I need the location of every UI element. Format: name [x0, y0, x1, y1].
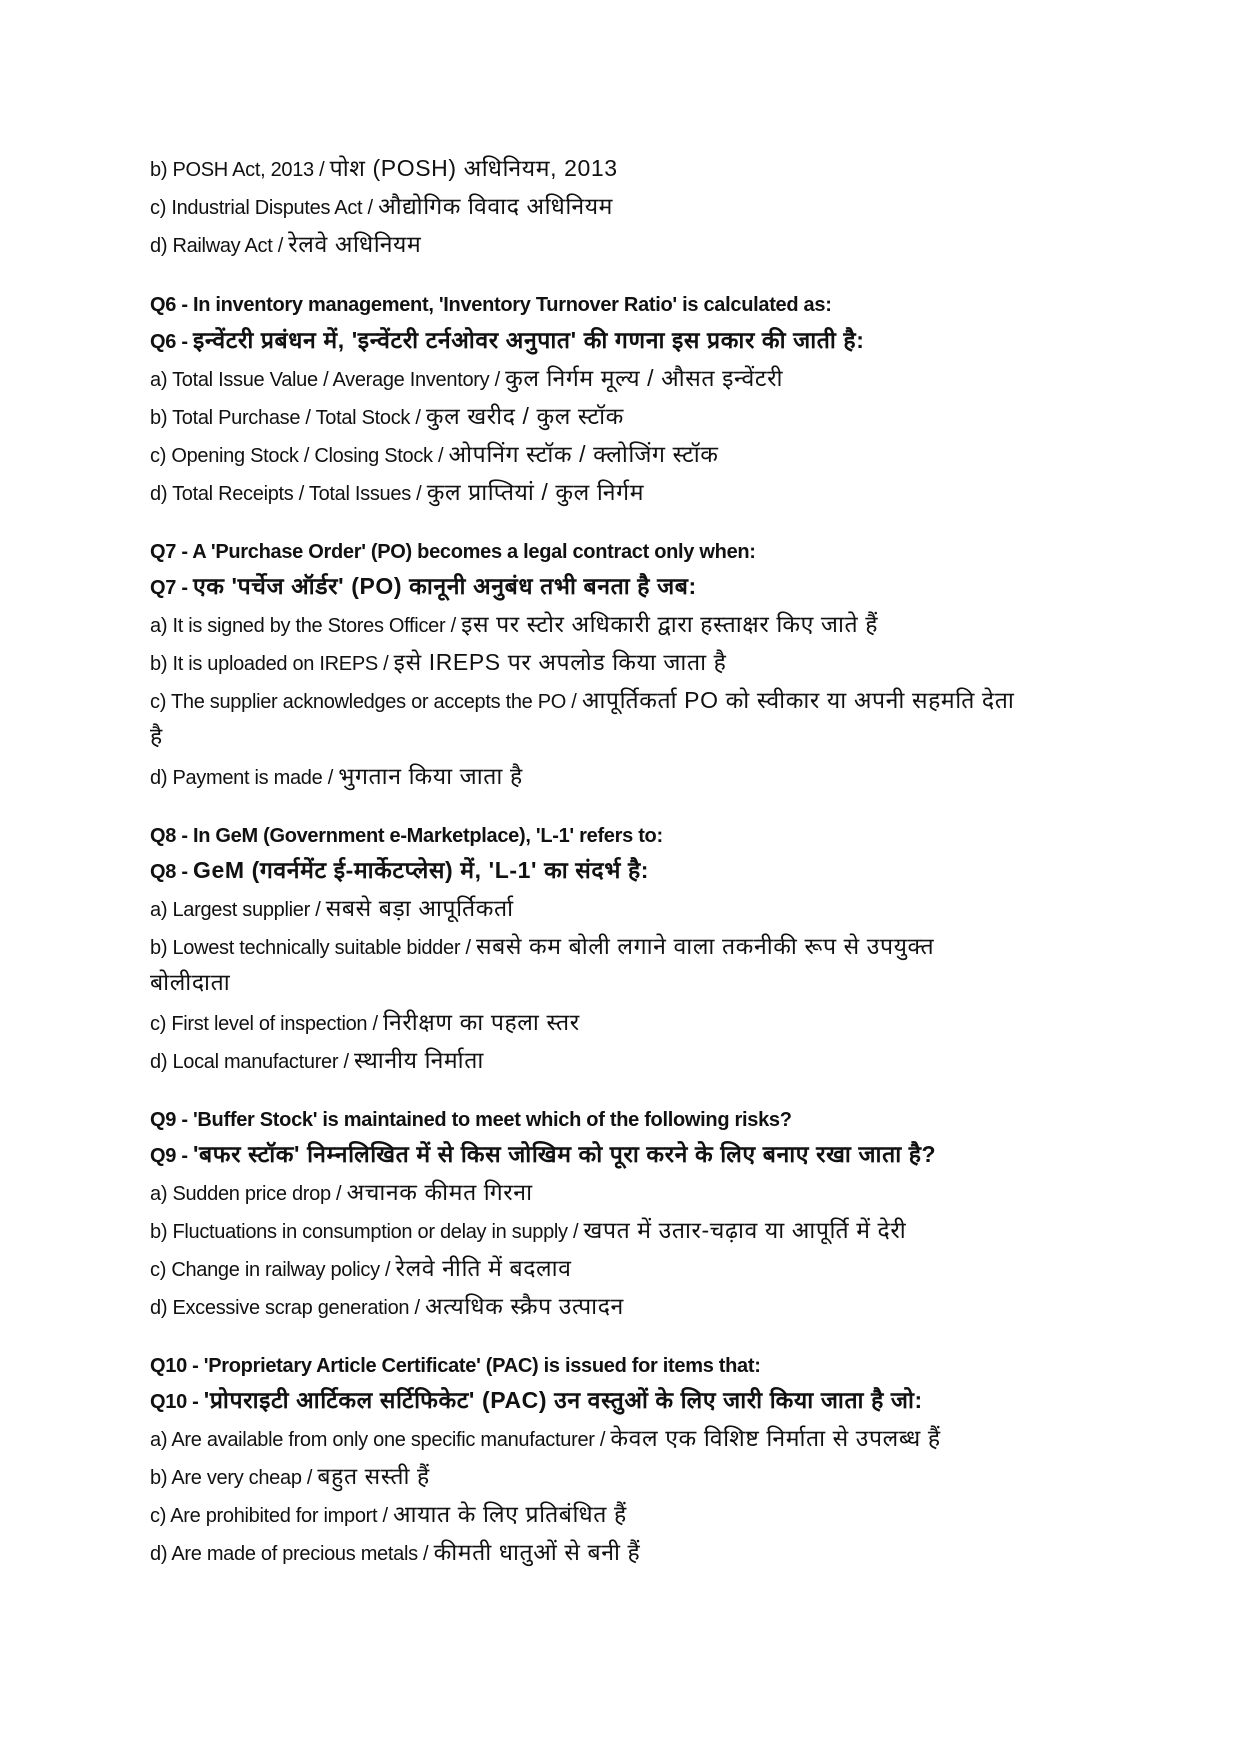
option-hi: पोश (POSH) अधिनियम, 2013 — [329, 155, 618, 181]
option-line: d) Excessive scrap generation / अत्यधिक स्क्रैप उत्पादन — [150, 1293, 624, 1319]
option-line: c) Change in railway policy / रेलवे नीति में बदलाव — [150, 1255, 572, 1281]
option-line: c) Are prohibited for import / आयात के लिए प्रतिबंधित हैं — [150, 1501, 627, 1527]
option-line: c) The supplier acknowledges or accepts the PO / आपूर्तिकर्ता PO को स्वीकार या अपनी सहमति देता — [150, 687, 1015, 713]
option-line: b) It is uploaded on IREPS / इसे IREPS पर अपलोड किया जाता है — [150, 649, 727, 675]
question-heading-en: Q6 - In inventory management, 'Inventory Turnover Ratio' is calculated as: — [150, 294, 832, 316]
option-line: d) Total Receipts / Total Issues / कुल प्राप्तियां / कुल निर्गम — [150, 479, 645, 505]
question-heading-en: Q7 - A 'Purchase Order' (PO) becomes a legal contract only when: — [150, 541, 756, 563]
option-line: b) Lowest technically suitable bidder / सबसे कम बोली लगाने वाला तकनीकी रूप से उपयुक्त — [150, 933, 935, 959]
option-line — [150, 154, 618, 184]
option-line: a) Sudden price drop / अचानक कीमत गिरना — [150, 1179, 533, 1205]
option-line — [150, 192, 613, 222]
question-heading-hi: Q7 - एक 'पर्चेज ऑर्डर' (PO) कानूनी अनुबंध तभी बनता है जब: — [150, 573, 697, 599]
option-line: c) Opening Stock / Closing Stock / ओपनिंग स्टॉक / क्लोजिंग स्टॉक — [150, 441, 719, 467]
option-line: c) First level of inspection / निरीक्षण का पहला स्तर — [150, 1009, 580, 1035]
question-heading-hi: Q10 - 'प्रोपराइटी आर्टिकल सर्टिफिकेट' (PAC) उन वस्तुओं के लिए जारी किया जाता है जो: — [150, 1387, 923, 1413]
option-hi: औद्योगिक विवाद अधिनियम — [378, 193, 613, 219]
option-line: a) It is signed by the Stores Officer / इस पर स्टोर अधिकारी द्वारा हस्ताक्षर किए जाते हैं — [150, 611, 879, 637]
question-heading-en: Q9 - 'Buffer Stock' is maintained to meet which of the following risks? — [150, 1109, 792, 1131]
option-line: b) Fluctuations in consumption or delay in supply / खपत में उतार-चढ़ाव या आपूर्ति में देरी — [150, 1217, 907, 1243]
question-heading-hi: Q6 - इन्वेंटरी प्रबंधन में, 'इन्वेंटरी टर्नओवर अनुपात' की गणना इस प्रकार की जाती है: — [150, 327, 865, 353]
option-line: a) Are available from only one specific manufacturer / केवल एक विशिष्ट निर्माता से उपलब्ध हैं — [150, 1425, 941, 1451]
option-en: b) POSH Act, 2013 / — [150, 159, 330, 181]
option-line: a) Largest supplier / सबसे बड़ा आपूर्तिकर्ता — [150, 895, 514, 921]
option-line: a) Total Issue Value / Average Inventory / कुल निर्गम मूल्य / औसत इन्वेंटरी — [150, 365, 784, 391]
question-heading-hi: Q8 - GeM (गवर्नमेंट ई-मार्केटप्लेस) में, 'L-1' का संदर्भ है: — [150, 857, 650, 883]
question-heading-hi: Q9 - 'बफर स्टॉक' निम्नलिखित में से किस जोखिम को पूरा करने के लिए बनाए रखा जाता है? — [150, 1141, 937, 1167]
option-line-continuation: बोलीदाता — [150, 969, 231, 995]
option-line: b) Are very cheap / बहुत सस्ती हैं — [150, 1463, 430, 1489]
option-en: d) Railway Act / — [150, 235, 289, 257]
option-line: d) Are made of precious metals / कीमती धातुओं से बनी हैं — [150, 1539, 641, 1565]
question-heading-en: Q8 - In GeM (Government e-Marketplace), 'L-1' refers to: — [150, 825, 663, 847]
option-line: d) Local manufacturer / स्थानीय निर्माता — [150, 1047, 484, 1073]
option-hi: रेलवे अधिनियम — [288, 231, 422, 257]
option-line — [150, 230, 421, 260]
option-line-continuation: है — [150, 723, 163, 749]
option-line: d) Payment is made / भुगतान किया जाता है — [150, 763, 523, 789]
option-en: c) Industrial Disputes Act / — [150, 197, 379, 219]
option-line: b) Total Purchase / Total Stock / कुल खरीद / कुल स्टॉक — [150, 403, 624, 429]
question-heading-en: Q10 - 'Proprietary Article Certificate' (PAC) is issued for items that: — [150, 1355, 761, 1377]
